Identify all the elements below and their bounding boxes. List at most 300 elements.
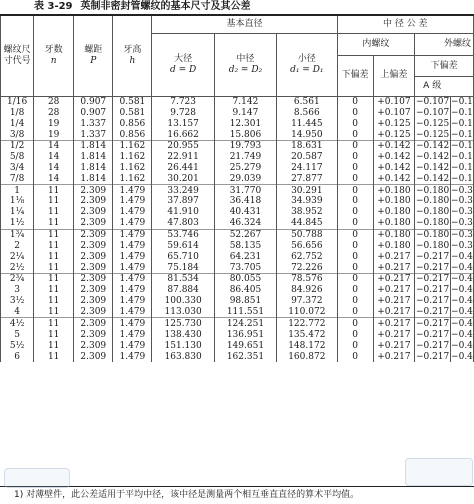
cell-pitch: 2.309: [74, 340, 113, 351]
cell-tpi: 11: [34, 307, 74, 318]
cell-internal-lower: 0: [337, 107, 373, 118]
cell-pitch-diameter: 12.301: [214, 118, 276, 129]
cell-pitch: 2.309: [74, 351, 113, 362]
cell-major: 125.730: [152, 318, 214, 329]
cell-tpi: 19: [34, 118, 74, 129]
cell-internal-upper: +0.142: [373, 163, 414, 174]
cell-height: 1.479: [113, 207, 152, 218]
cell-tpi: 11: [34, 262, 74, 273]
cell-pitch-diameter: 40.431: [214, 207, 276, 218]
cell-pitch: 2.309: [74, 318, 113, 329]
cell-pitch-diameter: 15.806: [214, 129, 276, 140]
cell-internal-lower: 0: [337, 207, 373, 218]
cell-pitch: 0.907: [74, 107, 113, 118]
cell-internal-lower: 0: [337, 285, 373, 296]
header-tpi: 牙数 n: [34, 15, 74, 96]
cell-external-grade-a: −0.142: [415, 163, 450, 174]
cell-major: 9.728: [152, 107, 214, 118]
cell-major: 7.723: [152, 96, 214, 107]
cell-external-grade-a: −0.180: [415, 229, 450, 240]
header-internal-lower: 下偏差: [337, 55, 373, 96]
cell-height: 1.479: [113, 262, 152, 273]
cell-external-next: −0.1: [451, 141, 473, 152]
cell-size: 1¾: [1, 229, 34, 240]
cell-size: 5½: [1, 340, 34, 351]
cell-external-next: −0.4: [451, 285, 473, 296]
cell-minor: 24.117: [277, 163, 337, 174]
cell-pitch: 2.309: [74, 229, 113, 240]
cell-external-next: −0.1: [451, 96, 473, 107]
cell-internal-lower: 0: [337, 96, 373, 107]
cell-height: 1.479: [113, 218, 152, 229]
cell-size: 5/8: [1, 151, 34, 162]
cell-major: 37.897: [152, 196, 214, 207]
cell-external-next: −0.3: [451, 218, 473, 229]
cell-pitch: 1.814: [74, 140, 113, 151]
cell-tpi: 11: [34, 196, 74, 207]
header-basic-diameter: 基本直径: [152, 15, 337, 33]
cell-major: 13.157: [152, 118, 214, 129]
cell-tpi: 11: [34, 207, 74, 218]
cell-major: 75.184: [152, 262, 214, 273]
header-size: 螺纹尺寸代号: [1, 15, 34, 96]
cell-internal-lower: 0: [337, 196, 373, 207]
cell-external-next: −0.4: [451, 329, 473, 340]
cell-external-next: −0.3: [451, 207, 473, 218]
header-internal-thread: 内螺纹: [337, 33, 415, 55]
cell-size: 1¼: [1, 207, 34, 218]
cell-minor: 135.472: [277, 329, 337, 340]
cell-major: 113.030: [152, 307, 214, 318]
cell-external-next: −0.3: [451, 185, 473, 196]
cell-pitch: 1.814: [74, 174, 113, 185]
cell-external-grade-a: −0.217: [415, 285, 450, 296]
cell-tpi: 14: [34, 174, 74, 185]
cell-external-next: −0.3: [451, 196, 473, 207]
cell-tpi: 14: [34, 140, 74, 151]
table-row: [1, 185, 474, 196]
cell-pitch-diameter: 36.418: [214, 196, 276, 207]
cell-internal-lower: 0: [337, 240, 373, 251]
cell-pitch-diameter: 73.705: [214, 262, 276, 273]
cell-internal-upper: +0.180: [373, 229, 414, 240]
cell-pitch: 1.814: [74, 151, 113, 162]
cell-pitch: 2.309: [74, 185, 113, 196]
cell-pitch: 2.309: [74, 251, 113, 262]
cell-pitch-diameter: 98.851: [214, 296, 276, 307]
cell-pitch-diameter: 124.251: [214, 318, 276, 329]
cell-external-grade-a: −0.142: [415, 152, 450, 163]
cell-minor: 14.950: [277, 129, 337, 140]
cell-external-grade-a: −0.107: [415, 96, 450, 107]
cell-size: 2: [1, 240, 34, 251]
cell-tpi: 11: [34, 285, 74, 296]
cell-internal-upper: +0.217: [373, 351, 414, 362]
table-row: [1, 240, 474, 251]
cell-size: 3: [1, 285, 34, 296]
cell-internal-lower: 0: [337, 151, 373, 162]
cell-pitch: 2.309: [74, 240, 113, 251]
cell-major: 81.534: [152, 274, 214, 285]
cell-internal-lower: 0: [337, 307, 373, 318]
cell-internal-lower: 0: [337, 296, 373, 307]
cell-tpi: 11: [34, 296, 74, 307]
cell-tpi: 11: [34, 318, 74, 329]
cell-pitch: 2.309: [74, 296, 113, 307]
cell-height: 1.479: [113, 229, 152, 240]
cell-height: 1.162: [113, 174, 152, 185]
cell-internal-upper: +0.107: [373, 107, 414, 118]
cell-minor: 148.172: [277, 340, 337, 351]
table-row: [1, 307, 474, 318]
cell-minor: 72.226: [277, 262, 337, 273]
cell-external-next: −0.1: [451, 173, 473, 184]
cell-external-grade-a: −0.180: [415, 196, 450, 207]
cell-external-grade-a: −0.125: [415, 129, 450, 140]
cell-tpi: 28: [34, 107, 74, 118]
cell-pitch-diameter: 19.793: [214, 140, 276, 151]
cell-internal-lower: 0: [337, 329, 373, 340]
table-row: [1, 129, 474, 140]
table-row: [1, 251, 474, 262]
cell-internal-upper: +0.217: [373, 329, 414, 340]
cell-tpi: 11: [34, 274, 74, 285]
cell-pitch-diameter: 21.749: [214, 151, 276, 162]
cell-size: 3/4: [1, 163, 34, 174]
cell-size: 4: [1, 307, 34, 318]
cell-external-grade-a: −0.217: [415, 318, 450, 329]
cell-minor: 97.372: [277, 296, 337, 307]
cell-pitch: 2.309: [74, 329, 113, 340]
cell-height: 1.479: [113, 251, 152, 262]
cell-external-next: −0.3: [451, 229, 473, 240]
cell-tpi: 11: [34, 185, 74, 196]
table-body: [1, 96, 474, 362]
watermark-right: [405, 458, 473, 486]
cell-height: 0.856: [113, 118, 152, 129]
table-row: [1, 118, 474, 129]
cell-internal-upper: +0.217: [373, 296, 414, 307]
cell-internal-upper: +0.217: [373, 318, 414, 329]
cell-minor: 62.752: [277, 251, 337, 262]
cell-internal-upper: +0.217: [373, 251, 414, 262]
cell-pitch-diameter: 86.405: [214, 285, 276, 296]
cell-major: 100.330: [152, 296, 214, 307]
cell-internal-upper: +0.142: [373, 140, 414, 151]
cell-major: 65.710: [152, 251, 214, 262]
cell-size: 5: [1, 329, 34, 340]
cell-internal-upper: +0.217: [373, 285, 414, 296]
cell-size: 6: [1, 351, 34, 362]
cell-major: 151.130: [152, 340, 214, 351]
cell-pitch-diameter: 7.142: [214, 96, 276, 107]
cell-pitch: 2.309: [74, 285, 113, 296]
cell-external-grade-a: −0.217: [415, 351, 450, 362]
cell-pitch-diameter: 64.231: [214, 251, 276, 262]
cell-pitch-diameter: 58.135: [214, 240, 276, 251]
cell-external-grade-a: −0.107: [415, 107, 450, 118]
cell-internal-lower: 0: [337, 140, 373, 151]
cell-minor: 8.566: [277, 107, 337, 118]
cell-tpi: 11: [34, 351, 74, 362]
cell-height: 1.479: [113, 307, 152, 318]
cell-tpi: 14: [34, 163, 74, 174]
cell-height: 0.581: [113, 96, 152, 107]
cell-external-next: −0.1: [451, 107, 473, 118]
cell-pitch: 0.907: [74, 96, 113, 107]
cell-external-grade-a: −0.180: [415, 185, 450, 196]
cell-internal-lower: 0: [337, 218, 373, 229]
cell-size: 2¼: [1, 251, 34, 262]
table-row: [1, 196, 474, 207]
cell-major: 163.830: [152, 351, 214, 362]
cell-height: 1.479: [113, 185, 152, 196]
cell-minor: 56.656: [277, 240, 337, 251]
cell-external-next: −0.1: [451, 118, 473, 129]
cell-pitch-diameter: 31.770: [214, 185, 276, 196]
cell-major: 30.201: [152, 174, 214, 185]
table-row: [1, 151, 474, 162]
cell-pitch: 2.309: [74, 218, 113, 229]
cell-internal-upper: +0.180: [373, 240, 414, 251]
cell-internal-upper: +0.142: [373, 151, 414, 162]
cell-minor: 11.445: [277, 118, 337, 129]
cell-internal-upper: +0.217: [373, 340, 414, 351]
cell-height: 1.479: [113, 329, 152, 340]
cell-minor: 38.952: [277, 207, 337, 218]
cell-minor: 18.631: [277, 140, 337, 151]
cell-size: 1⅛: [1, 196, 34, 207]
cell-pitch-diameter: 149.651: [214, 340, 276, 351]
cell-internal-upper: +0.217: [373, 274, 414, 285]
cell-external-grade-a: −0.217: [415, 340, 450, 351]
cell-major: 53.746: [152, 229, 214, 240]
cell-minor: 44.845: [277, 218, 337, 229]
cell-minor: 160.872: [277, 351, 337, 362]
cell-minor: 6.561: [277, 96, 337, 107]
table-row: [1, 218, 474, 229]
cell-internal-lower: 0: [337, 340, 373, 351]
cell-external-next: −0.1: [451, 163, 473, 174]
table-row: [1, 229, 474, 240]
cell-internal-upper: +0.107: [373, 96, 414, 107]
cell-internal-lower: 0: [337, 318, 373, 329]
cell-height: 1.162: [113, 151, 152, 162]
cell-minor: 84.926: [277, 285, 337, 296]
table-row: [1, 285, 474, 296]
cell-height: 1.479: [113, 340, 152, 351]
table-row: [1, 274, 474, 285]
cell-size: 2½: [1, 262, 34, 273]
header-major: 大径 d = D: [152, 33, 214, 96]
table-number: 表 3-29: [34, 1, 73, 12]
cell-minor: 122.772: [277, 318, 337, 329]
cell-external-grade-a: −0.217: [415, 329, 450, 340]
thread-dimension-table: [0, 14, 474, 362]
cell-tpi: 14: [34, 151, 74, 162]
cell-internal-upper: +0.180: [373, 185, 414, 196]
cell-external-next: −0.4: [451, 340, 473, 351]
cell-pitch-diameter: 162.351: [214, 351, 276, 362]
cell-pitch-diameter: 25.279: [214, 163, 276, 174]
cell-internal-upper: +0.217: [373, 262, 414, 273]
cell-pitch: 2.309: [74, 262, 113, 273]
cell-external-next: −0.4: [451, 296, 473, 307]
cell-minor: 27.877: [277, 174, 337, 185]
cell-minor: 110.072: [277, 307, 337, 318]
cell-internal-lower: 0: [337, 351, 373, 362]
cell-external-next: −0.4: [451, 262, 473, 273]
cell-pitch-diameter: 29.039: [214, 174, 276, 185]
cell-tpi: 11: [34, 340, 74, 351]
cell-pitch: 2.309: [74, 274, 113, 285]
cell-size: 2¾: [1, 274, 34, 285]
cell-major: 16.662: [152, 129, 214, 140]
cell-major: 20.955: [152, 140, 214, 151]
cell-tpi: 11: [34, 329, 74, 340]
cell-external-grade-a: −0.217: [415, 262, 450, 273]
header-external-lower: 下偏差 A 级: [415, 55, 474, 96]
cell-size: 1/2: [1, 140, 34, 151]
cell-external-grade-a: −0.180: [415, 218, 450, 229]
cell-external-next: −0.4: [451, 351, 473, 362]
cell-external-grade-a: −0.180: [415, 240, 450, 251]
cell-tpi: 11: [34, 218, 74, 229]
header-pitch: 螺距 P: [74, 15, 113, 96]
table-title: 英制非密封管螺纹的基本尺寸及其公差: [80, 1, 251, 12]
cell-external-grade-a: −0.217: [415, 251, 450, 262]
cell-internal-upper: +0.125: [373, 129, 414, 140]
cell-external-next: −0.1: [451, 152, 473, 163]
cell-size: 3½: [1, 296, 34, 307]
cell-minor: 30.291: [277, 185, 337, 196]
cell-tpi: 19: [34, 129, 74, 140]
cell-internal-lower: 0: [337, 185, 373, 196]
table-row: [1, 107, 474, 118]
cell-pitch-diameter: 111.551: [214, 307, 276, 318]
cell-pitch: 2.309: [74, 207, 113, 218]
cell-tpi: 11: [34, 251, 74, 262]
header-pitch-diameter: 中径 d₂ = D₂: [214, 33, 276, 96]
cell-pitch: 1.337: [74, 129, 113, 140]
cell-internal-upper: +0.180: [373, 196, 414, 207]
cell-external-next: −0.4: [451, 251, 473, 262]
cell-internal-lower: 0: [337, 129, 373, 140]
table-row: [1, 174, 474, 185]
cell-minor: 78.576: [277, 274, 337, 285]
cell-minor: 20.587: [277, 151, 337, 162]
cell-pitch: 2.309: [74, 307, 113, 318]
cell-height: 1.479: [113, 351, 152, 362]
header-external-thread: 外螺纹: [415, 33, 474, 55]
cell-internal-lower: 0: [337, 118, 373, 129]
footnote: 1) 对薄壁件，此公差适用于平均中径，该中径是测量两个相互垂直直径的算术平均值。: [0, 486, 474, 504]
cell-internal-lower: 0: [337, 262, 373, 273]
table-row: [1, 140, 474, 151]
cell-height: 1.479: [113, 285, 152, 296]
header-internal-upper: 上偏差: [373, 55, 414, 96]
cell-minor: 34.939: [277, 196, 337, 207]
cell-external-grade-a: −0.180: [415, 207, 450, 218]
cell-size: 1/16: [1, 96, 34, 107]
cell-internal-lower: 0: [337, 251, 373, 262]
cell-external-grade-a: −0.125: [415, 118, 450, 129]
cell-external-next: −0.4: [451, 274, 473, 285]
cell-height: 1.162: [113, 140, 152, 151]
cell-pitch-diameter: 52.267: [214, 229, 276, 240]
cell-external-grade-a: −0.142: [415, 173, 450, 184]
cell-size: 1/4: [1, 118, 34, 129]
cell-internal-upper: +0.180: [373, 207, 414, 218]
cell-size: 1: [1, 185, 34, 196]
cell-major: 33.249: [152, 185, 214, 196]
cell-tpi: 11: [34, 229, 74, 240]
table-row: [1, 329, 474, 340]
cell-internal-upper: +0.180: [373, 218, 414, 229]
cell-internal-lower: 0: [337, 163, 373, 174]
cell-pitch-diameter: 9.147: [214, 107, 276, 118]
table-row: [1, 340, 474, 351]
cell-external-grade-a: −0.217: [415, 274, 450, 285]
cell-external-next: −0.1: [451, 129, 473, 140]
cell-pitch: 1.814: [74, 163, 113, 174]
header-height: 牙高 h: [113, 15, 152, 96]
cell-tpi: 28: [34, 96, 74, 107]
cell-external-grade-a: −0.142: [415, 141, 450, 152]
header-pitch-tolerance: 中 径 公 差: [337, 15, 473, 33]
table-caption: [34, 0, 251, 14]
cell-minor: 50.788: [277, 229, 337, 240]
cell-height: 1.162: [113, 163, 152, 174]
cell-size: 4½: [1, 318, 34, 329]
table-row: [1, 296, 474, 307]
cell-tpi: 11: [34, 240, 74, 251]
cell-major: 26.441: [152, 163, 214, 174]
cell-major: 22.911: [152, 151, 214, 162]
table-row: [1, 262, 474, 273]
table-row: [1, 351, 474, 362]
cell-pitch: 1.337: [74, 118, 113, 129]
cell-height: 0.856: [113, 129, 152, 140]
cell-size: 3/8: [1, 129, 34, 140]
cell-pitch-diameter: 136.951: [214, 329, 276, 340]
cell-external-grade-a: −0.217: [415, 307, 450, 318]
cell-external-grade-a: −0.217: [415, 296, 450, 307]
header-minor: 小径 d₁ = D₁: [277, 33, 337, 96]
cell-height: 1.479: [113, 240, 152, 251]
cell-size: 1½: [1, 218, 34, 229]
cell-internal-upper: +0.142: [373, 174, 414, 185]
watermark-left: [4, 468, 70, 488]
cell-size: 1/8: [1, 107, 34, 118]
cell-external-next: −0.4: [451, 307, 473, 318]
table-row: [1, 96, 474, 107]
table-row: [1, 318, 474, 329]
cell-height: 1.479: [113, 296, 152, 307]
cell-internal-upper: +0.217: [373, 307, 414, 318]
cell-major: 47.803: [152, 218, 214, 229]
cell-height: 0.581: [113, 107, 152, 118]
cell-pitch-diameter: 80.055: [214, 274, 276, 285]
cell-major: 87.884: [152, 285, 214, 296]
cell-height: 1.479: [113, 318, 152, 329]
cell-major: 59.614: [152, 240, 214, 251]
cell-internal-lower: 0: [337, 274, 373, 285]
table-header: [1, 15, 474, 96]
cell-height: 1.479: [113, 274, 152, 285]
cell-pitch: 2.309: [74, 196, 113, 207]
cell-external-next: −0.3: [451, 240, 473, 251]
